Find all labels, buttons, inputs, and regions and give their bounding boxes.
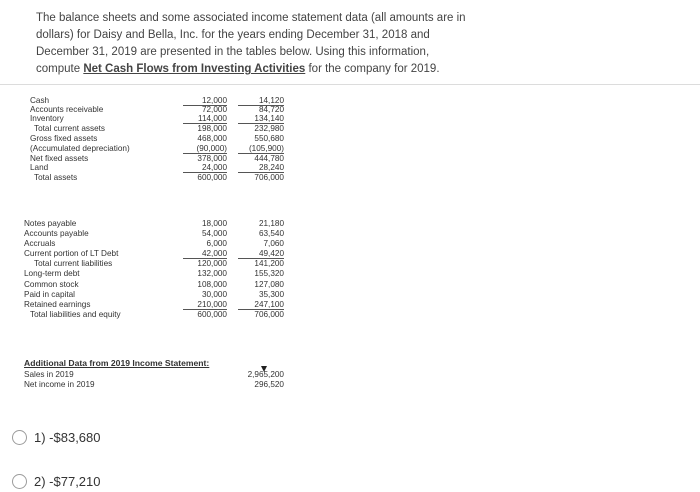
row-label: Paid in capital: [24, 290, 75, 299]
table-row: [24, 239, 284, 248]
radio-button[interactable]: [12, 474, 27, 489]
answer-option-2[interactable]: [12, 470, 101, 492]
value-2019: 141,200: [254, 259, 284, 268]
value-2019: 28,240: [238, 163, 284, 173]
row-label: Current portion of LT Debt: [24, 249, 119, 258]
row-label: Accruals: [24, 239, 56, 248]
question-line-1: The balance sheets and some associated income statement data (all amounts are in: [36, 12, 466, 24]
table-row: [24, 229, 284, 238]
value-2019: 155,320: [254, 269, 284, 278]
table-row: [24, 249, 284, 258]
mouse-cursor-icon: [261, 366, 267, 372]
table-row: [24, 310, 284, 319]
option-label: 1) -$83,680: [34, 429, 101, 445]
value-2019: 127,080: [254, 280, 284, 289]
table-row: [24, 219, 284, 228]
value-2018: 198,000: [197, 124, 227, 133]
table-row: [24, 163, 284, 172]
table-row: [24, 290, 284, 299]
value-2018: (90,000): [183, 144, 227, 154]
value-2018: 108,000: [197, 280, 227, 289]
table-row: [24, 134, 284, 143]
value-2019: 247,100: [238, 300, 284, 310]
radio-button[interactable]: [12, 430, 27, 445]
table-row: [24, 96, 284, 105]
row-label: Inventory: [30, 114, 64, 123]
row-label: Total current assets: [34, 124, 105, 133]
table-row: [24, 370, 284, 379]
value-2019: 7,060: [263, 239, 284, 248]
value-2019: 550,680: [254, 134, 284, 143]
question-line-2: dollars) for Daisy and Bella, Inc. for the years ending December 31, 2018 and: [36, 29, 430, 41]
value-2018: 600,000: [197, 310, 227, 319]
value-2018: 132,000: [197, 269, 227, 278]
value-2018: 72,000: [201, 105, 227, 114]
value-2019: 21,180: [258, 219, 284, 228]
value-2018: 468,000: [197, 134, 227, 143]
value-2018: 114,000: [183, 114, 227, 124]
row-label: Net fixed assets: [30, 154, 89, 163]
value-2019: (105,900): [238, 144, 284, 154]
value-2019: 134,140: [238, 114, 284, 124]
row-label: Sales in 2019: [24, 370, 74, 379]
table-row: [24, 124, 284, 133]
row-label: Total current liabilities: [34, 259, 113, 268]
question-line-3: December 31, 2019 are presented in the tables below. Using this information,: [36, 46, 430, 58]
row-label: Cash: [30, 96, 50, 105]
row-label: Long-term debt: [24, 269, 80, 278]
table-row: [24, 300, 284, 309]
row-label: Accounts receivable: [30, 105, 104, 114]
value-2019: 35,300: [258, 290, 284, 299]
value-2018: 600,000: [197, 173, 227, 182]
value-2018: 54,000: [201, 229, 227, 238]
value-2019: 14,120: [238, 96, 284, 106]
question-text: [36, 10, 686, 78]
value-2018: 378,000: [197, 154, 227, 163]
value-2018: 30,000: [201, 290, 227, 299]
value-2018: 6,000: [206, 239, 227, 248]
table-row: [24, 144, 284, 153]
question-line-4-prefix: compute: [36, 63, 84, 75]
balance-sheet-image: [24, 94, 294, 397]
row-value: 296,520: [254, 380, 284, 389]
row-label: Common stock: [24, 280, 79, 289]
row-label: Total liabilities and equity: [30, 310, 121, 319]
question-emphasis: Net Cash Flows from Investing Activities: [83, 63, 306, 75]
value-2019: 63,540: [258, 229, 284, 238]
table-row: [24, 280, 284, 289]
row-label: Total assets: [34, 173, 78, 182]
row-label: Retained earnings: [24, 300, 91, 309]
value-2019: 232,980: [254, 124, 284, 133]
value-2019: 706,000: [254, 173, 284, 182]
table-row: [24, 105, 284, 114]
table-row: [24, 380, 284, 389]
table-row: [24, 154, 284, 163]
row-label: Notes payable: [24, 219, 77, 228]
additional-data-title: Additional Data from 2019 Income Statement:: [24, 358, 210, 368]
table-row: [24, 259, 284, 268]
value-2018: 12,000: [183, 96, 227, 106]
value-2019: 49,420: [238, 249, 284, 259]
row-label: (Accumulated depreciation): [30, 144, 130, 153]
row-label: Net income in 2019: [24, 380, 95, 389]
value-2019: 84,720: [258, 105, 284, 114]
question-line-4-suffix: for the company for 2019.: [305, 63, 440, 75]
value-2018: 120,000: [197, 259, 227, 268]
value-2018: 42,000: [183, 249, 227, 259]
value-2018: 18,000: [201, 219, 227, 228]
table-row: [24, 269, 284, 278]
value-2018: 24,000: [183, 163, 227, 173]
row-label: Land: [30, 163, 49, 172]
divider: [0, 84, 700, 85]
row-label: Accounts payable: [24, 229, 89, 238]
row-label: Gross fixed assets: [30, 134, 98, 143]
value-2019: 706,000: [254, 310, 284, 319]
value-2019: 444,780: [254, 154, 284, 163]
option-label: 2) -$77,210: [34, 473, 101, 489]
table-row: [24, 114, 284, 123]
answer-option-1[interactable]: [12, 426, 101, 448]
question-line-4: [36, 61, 686, 78]
table-row: [24, 173, 284, 182]
value-2018: 210,000: [183, 300, 227, 310]
row-value: 2,965,200: [247, 370, 284, 379]
